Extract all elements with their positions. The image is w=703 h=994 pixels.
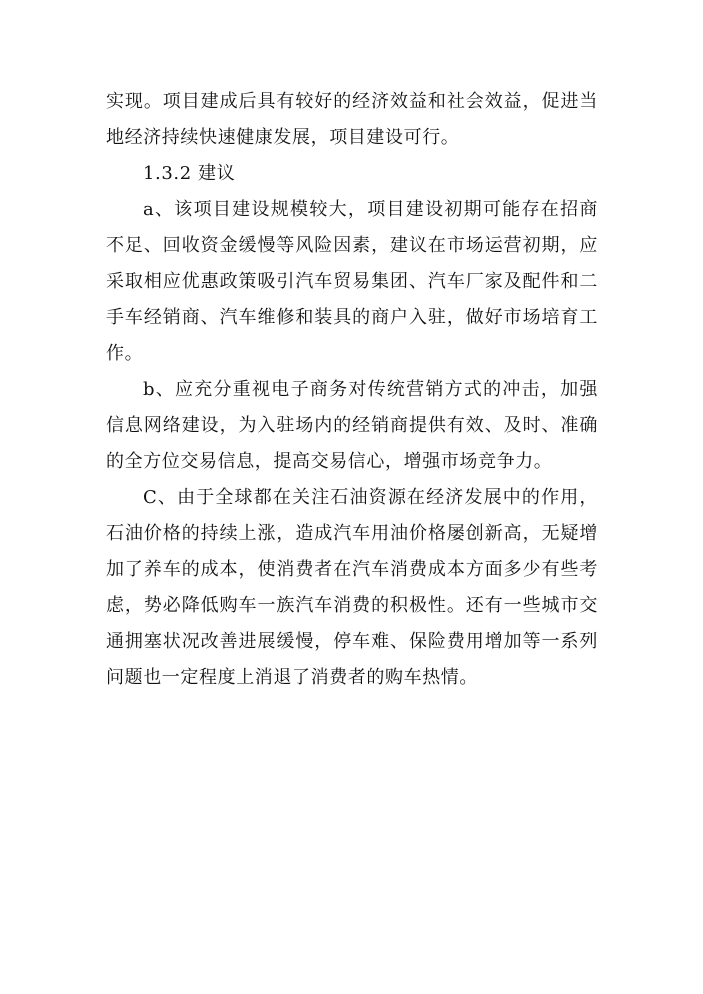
document-body <box>106 84 598 696</box>
paragraph-suggestion-c: C、由于全球都在关注石油资源在经济发展中的作用，石油价格的持续上涨，造成汽车用油价格屡创新高，无疑增加了养车的成本，使消费者在汽车消费成本方面多少有些考虑，势必降低购车一族汽车消费的积极性。还有一些城市交通拥塞状况改善进展缓慢，停车难、保险费用增加等一系列问题也一定程度上消退了消费者的购车热情。 <box>106 487 598 688</box>
paragraph-suggestion-b: b、应充分重视电子商务对传统营销方式的冲击，加强信息网络建设，为入驻场内的经销商提供有效、及时、准确的全方位交易信息，提高交易信心，增强市场竞争力。 <box>106 379 598 472</box>
section-heading-suggestions: 1.3.2 建议 <box>143 163 236 184</box>
paragraph-suggestion-a: a、该项目建设规模较大，项目建设初期可能存在招商不足、回收资金缓慢等风险因素，建议在市场运营初期，应采取相应优惠政策吸引汽车贸易集团、汽车厂家及配件和二手车经销商、汽车维修和装具的商户入驻，做好市场培育工作。 <box>106 199 598 364</box>
paragraph-conclusion-continued: 实现。项目建成后具有较好的经济效益和社会效益，促进当地经济持续快速健康发展，项目建设可行。 <box>106 91 598 148</box>
